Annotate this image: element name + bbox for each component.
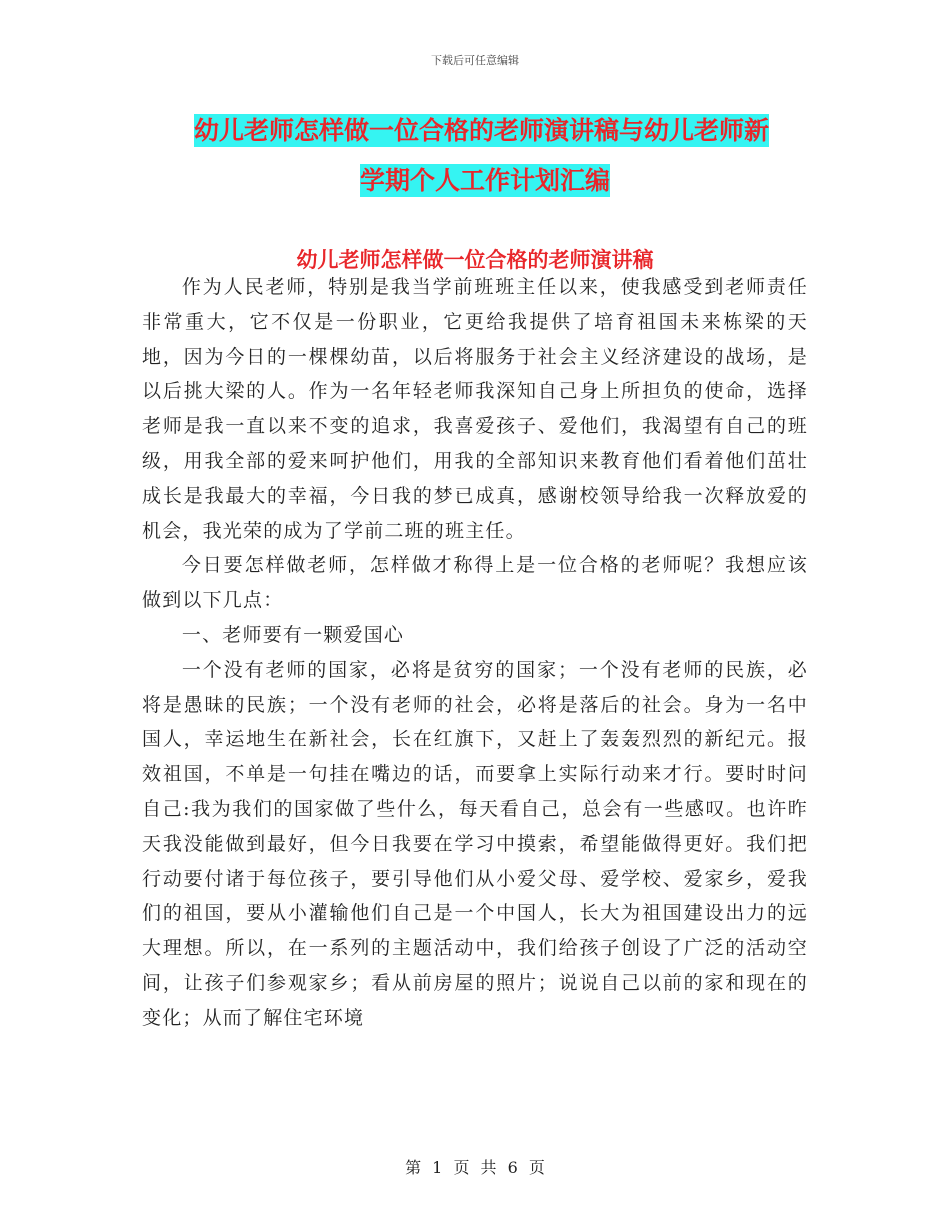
paragraph-heading: 一、老师要有一颗爱国心: [181, 623, 405, 646]
document-title-line-1: [194, 106, 820, 156]
title-highlight-2: 学期个人工作计划汇编: [359, 166, 610, 195]
page-footer: 第 1 页 共 6 页: [405, 1158, 545, 1177]
paragraph: 作为人民老师，特别是我当学前班班主任以来，使我感受到老师责任非常重大，它不仅是一份职业，它更给我提供了培育祖国未来栋梁的天地，因为今日的一棵棵幼苗，以后将服务于社会主义经济建设的战场，是以后挑大梁的人。作为一名年轻老师我深知自己身上所担负的使命，选择老师是我一直以来不变的追求，我喜爱孩子、爱他们，我渴望有自己的班级，用我全部的爱来呵护他们，用我的全部知识来教育他们看着他们茁壮成长是我最大的幸福，今日我的梦已成真，感谢校领导给我一次释放爱的机会，我光荣的成为了学前二班的班主任。: [142, 276, 808, 542]
title-highlight-1: 幼儿老师怎样做一位合格的老师演讲稿与幼儿老师新: [194, 116, 770, 145]
paragraph: 今日要怎样做老师，怎样做才称得上是一位合格的老师呢？我想应该做到以下几点：: [142, 554, 808, 612]
document-title: [150, 106, 820, 206]
section-title: 幼儿老师怎样做一位合格的老师演讲稿: [296, 248, 654, 272]
body-text: [142, 270, 808, 1036]
header-note: 下载后可任意编辑: [431, 54, 519, 67]
paragraph: 一个没有老师的国家，必将是贫穷的国家；一个没有老师的民族，必将是愚昧的民族；一个没有老师的社会，必将是落后的社会。身为一名中国人，幸运地生在新社会，长在红旗下，又赶上了轰轰烈烈的新纪元。报效祖国，不单是一句挂在嘴边的话，而要拿上实际行动来才行。要时时问自己:我为我们的国家做了些什么，每天看自己，总会有一些感叹。也许昨天我没能做到最好，但今日我要在学习中摸索，希望能做得更好。我们把行动要付诸于每位孩子，要引导他们从小爱父母、爱学校、爱家乡，爱我们的祖国，要从小灌输他们自己是一个中国人，长大为祖国建设出力的远大理想。所以，在一系列的主题活动中，我们给孩子创设了广泛的活动空间，让孩子们参观家乡；看从前房屋的照片；说说自己以前的家和现在的变化；从而了解住宅环境: [142, 658, 808, 1029]
document-title-line-2: [150, 156, 820, 206]
